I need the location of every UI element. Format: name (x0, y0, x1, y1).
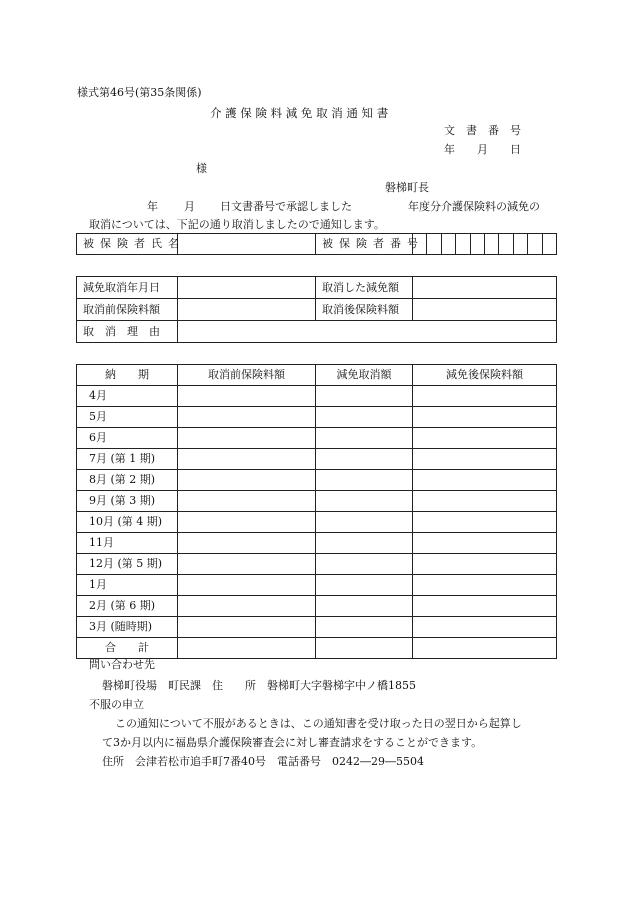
cancel-date-field[interactable] (178, 277, 316, 299)
appeal-text-line-1: この通知について不服があるときは、この通知書を受け取った日の翌日から起算し (115, 717, 522, 730)
total-row (77, 638, 557, 659)
period-label: 8月 (第 2 期) (77, 470, 178, 491)
table-row (77, 533, 557, 554)
amount-cell[interactable] (316, 596, 413, 617)
form-number: 様式第46号(第35条関係) (77, 86, 202, 99)
insured-name-field[interactable] (178, 234, 316, 255)
amount-cell[interactable] (413, 491, 557, 512)
body-month: 月 (184, 200, 195, 213)
body-notice-text: 取消については、下記の通り取消しましたので通知します。 (89, 218, 385, 231)
period-label: 5月 (77, 407, 178, 428)
amount-cell[interactable] (178, 512, 316, 533)
amount-cell[interactable] (178, 386, 316, 407)
appeal-text-line-2: て3か月以内に福島県介護保険審査会に対し審査請求をすることができます。 (102, 736, 483, 749)
insured-number-digit[interactable] (499, 234, 513, 255)
amount-cell[interactable] (178, 428, 316, 449)
table-row (77, 386, 557, 407)
amount-cell[interactable] (316, 575, 413, 596)
amount-cell[interactable] (316, 533, 413, 554)
premium-before-field[interactable] (178, 299, 316, 321)
table-row (77, 449, 557, 470)
cancelled-reduction-label: 取消した減免額 (316, 277, 413, 299)
amount-cell[interactable] (316, 554, 413, 575)
amount-cell[interactable] (413, 386, 557, 407)
amount-cell[interactable] (178, 596, 316, 617)
period-label: 11月 (77, 533, 178, 554)
amount-cell[interactable] (316, 491, 413, 512)
amount-cell[interactable] (178, 449, 316, 470)
amount-cell[interactable] (413, 407, 557, 428)
insured-number-digit[interactable] (470, 234, 484, 255)
payment-period-table (76, 364, 557, 659)
addressee-suffix: 様 (196, 162, 207, 175)
col-header-premium-after: 減免後保険料額 (413, 365, 557, 386)
cancellation-info-table (76, 276, 557, 343)
amount-cell[interactable] (316, 470, 413, 491)
amount-cell[interactable] (178, 470, 316, 491)
amount-cell[interactable] (316, 386, 413, 407)
document-number-label: 文 書 番 号 (444, 124, 521, 137)
table-row (77, 470, 557, 491)
premium-after-label: 取消後保険料額 (316, 299, 413, 321)
insured-number-digit[interactable] (427, 234, 441, 255)
contact-heading: 問い合わせ先 (89, 658, 155, 671)
period-label: 7月 (第 1 期) (77, 449, 178, 470)
table-row (77, 512, 557, 533)
amount-cell[interactable] (413, 449, 557, 470)
period-label: 2月 (第 6 期) (77, 596, 178, 617)
period-label: 10月 (第 4 期) (77, 512, 178, 533)
amount-cell[interactable] (413, 617, 557, 638)
amount-cell[interactable] (316, 449, 413, 470)
total-label: 合 計 (77, 638, 178, 659)
cancel-reason-field[interactable] (178, 321, 557, 343)
body-fiscal-year-text: 年度分介護保険料の減免の (408, 200, 540, 213)
amount-cell[interactable] (413, 428, 557, 449)
period-label: 4月 (77, 386, 178, 407)
amount-cell[interactable] (413, 575, 557, 596)
amount-cell[interactable] (178, 617, 316, 638)
total-cell[interactable] (316, 638, 413, 659)
premium-before-label: 取消前保険料額 (77, 299, 178, 321)
table-row (77, 596, 557, 617)
table-row (77, 428, 557, 449)
table-row (77, 575, 557, 596)
total-cell[interactable] (413, 638, 557, 659)
table-row (77, 491, 557, 512)
amount-cell[interactable] (413, 512, 557, 533)
table-row (77, 407, 557, 428)
insured-number-digit[interactable] (528, 234, 542, 255)
insured-number-digit[interactable] (484, 234, 498, 255)
amount-cell[interactable] (178, 554, 316, 575)
insured-number-label: 被保険者番号 (316, 234, 413, 255)
insured-number-digit[interactable] (513, 234, 527, 255)
period-label: 6月 (77, 428, 178, 449)
table-row (77, 554, 557, 575)
body-year: 年 (147, 200, 158, 213)
total-cell[interactable] (178, 638, 316, 659)
issuer-name: 磐梯町長 (385, 181, 429, 194)
amount-cell[interactable] (413, 554, 557, 575)
period-label: 3月 (随時期) (77, 617, 178, 638)
insured-number-digit[interactable] (441, 234, 455, 255)
amount-cell[interactable] (178, 491, 316, 512)
period-label: 1月 (77, 575, 178, 596)
contact-office: 磐梯町役場 町民課 住 所 磐梯町大字磐梯字中ノ橋1855 (102, 679, 416, 692)
amount-cell[interactable] (316, 512, 413, 533)
insured-number-digit[interactable] (542, 234, 556, 255)
body-approval-text: 日文書番号で承認しました (220, 200, 352, 213)
appeal-address: 住所 会津若松市追手町7番40号 電話番号 0242―29―5504 (102, 755, 424, 768)
amount-cell[interactable] (316, 428, 413, 449)
cancel-date-label: 減免取消年月日 (77, 277, 178, 299)
premium-after-field[interactable] (413, 299, 557, 321)
table-row (77, 617, 557, 638)
amount-cell[interactable] (413, 596, 557, 617)
amount-cell[interactable] (316, 407, 413, 428)
amount-cell[interactable] (413, 533, 557, 554)
amount-cell[interactable] (413, 470, 557, 491)
date-label: 年 月 日 (444, 143, 521, 156)
appeal-heading: 不服の申立 (89, 698, 144, 711)
period-label: 9月 (第 3 期) (77, 491, 178, 512)
col-header-premium-before: 取消前保険料額 (178, 365, 316, 386)
insured-table (76, 233, 557, 255)
period-label: 12月 (第 5 期) (77, 554, 178, 575)
amount-cell[interactable] (178, 533, 316, 554)
insured-name-label: 被保険者氏名 (77, 234, 178, 255)
col-header-cancel-amount: 減免取消額 (316, 365, 413, 386)
insured-number-digit[interactable] (456, 234, 470, 255)
col-header-period: 納 期 (77, 365, 178, 386)
amount-cell[interactable] (316, 617, 413, 638)
amount-cell[interactable] (178, 575, 316, 596)
document-title: 介 護 保 険 料 減 免 取 消 通 知 書 (210, 106, 389, 120)
amount-cell[interactable] (178, 407, 316, 428)
cancel-reason-label: 取 消 理 由 (77, 321, 178, 343)
cancelled-reduction-field[interactable] (413, 277, 557, 299)
